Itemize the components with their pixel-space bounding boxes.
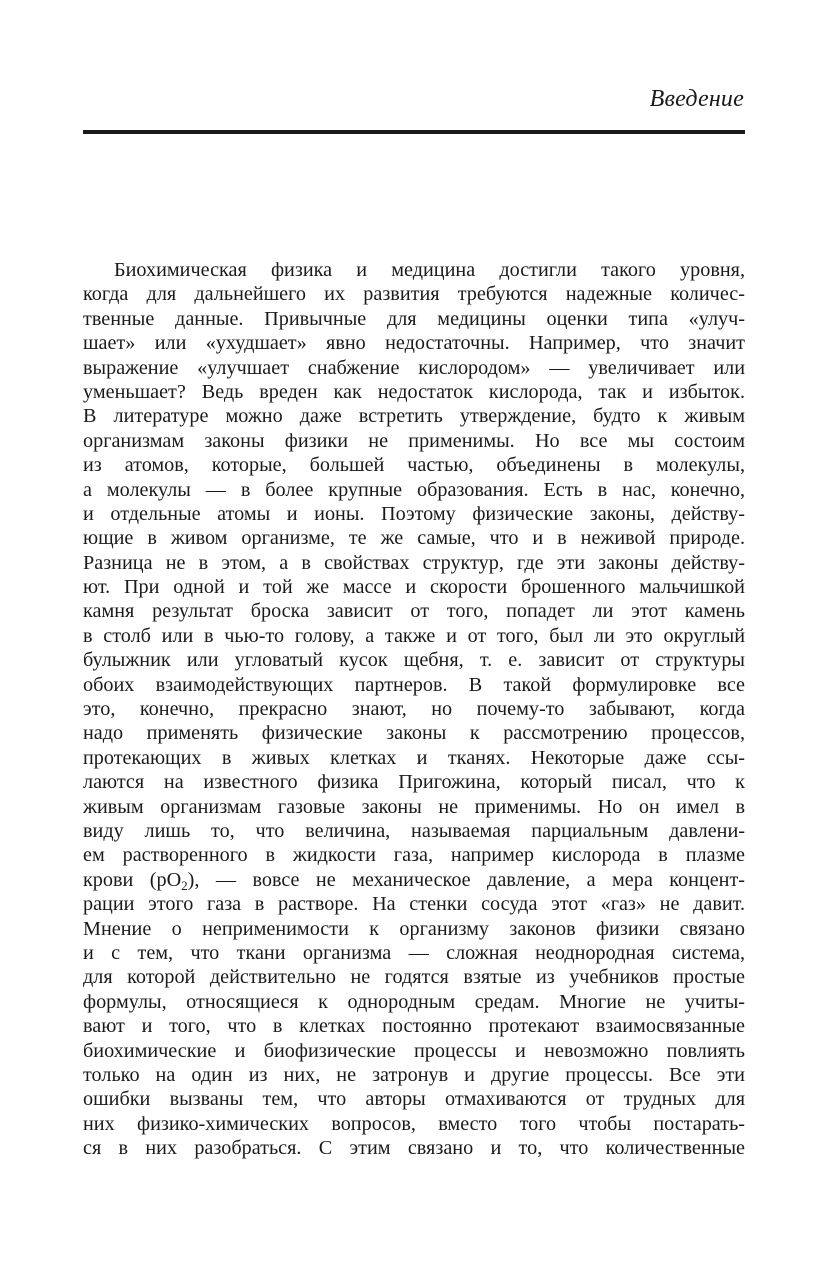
text-line: выражение «улучшает снабжение кислородом» — увеличивает или: [83, 356, 745, 379]
text-line: ющие в живом организме, те же самые, что и в неживой природе.: [83, 527, 745, 550]
running-head: Введение: [649, 86, 744, 112]
text-line: для которой действительно не годятся взятые из учебников простые: [83, 966, 745, 989]
subscript-2: 2: [181, 877, 188, 893]
text-line: лаются на известного физика Пригожина, который писал, что к: [83, 771, 745, 794]
text-line: и отдельные атомы и ионы. Поэтому физические законы, действу-: [83, 502, 745, 525]
text-line: из атомов, которые, большей частью, объединены в молекулы,: [83, 454, 745, 477]
text-line: живым организмам газовые законы не применимы. Но он имел в: [83, 795, 745, 818]
text-line: это, конечно, прекрасно знают, но почему-то забывают, когда: [83, 698, 745, 721]
body-text: [83, 258, 745, 1160]
text-line-formula: [83, 868, 745, 892]
text-line: твенные данные. Привычные для медицины оценки типа «улуч-: [83, 307, 745, 330]
text-line: и с тем, что ткани организма — сложная неоднородная система,: [83, 941, 745, 964]
text-line: когда для дальнейшего их развития требуются надежные количес-: [83, 283, 745, 306]
text-line: обоих взаимодействующих партнеров. В такой формулировке все: [83, 673, 745, 696]
text-line: протекающих в живых клетках и тканях. Некоторые даже ссы-: [83, 746, 745, 769]
text-line: а молекулы — в более крупные образования. Есть в нас, конечно,: [83, 478, 745, 501]
text-line: организмам законы физики не применимы. Но все мы состоим: [83, 429, 745, 452]
text-line: Биохимическая физика и медицина достигли такого уровня,: [114, 259, 745, 281]
text-line: виду лишь то, что величина, называемая парциальным давлени-: [83, 819, 745, 842]
text-line: них физико-химических вопросов, вместо того чтобы постарать-: [83, 1112, 745, 1135]
header-rule: [83, 130, 745, 134]
text-line: шает» или «ухудшает» явно недостаточны. Например, что значит: [83, 332, 745, 355]
text-line: рации этого газа в растворе. На стенки сосуда этот «газ» не давит.: [83, 893, 745, 916]
text-line: Мнение о неприменимости к организму законов физики связано: [83, 917, 745, 940]
formula-text-start: крови (pO: [83, 868, 182, 891]
text-line: камня результат броска зависит от того, попадет ли этот камень: [83, 600, 745, 623]
text-line: ся в них разобраться. С этим связано и то, что количественные: [83, 1137, 745, 1160]
text-line: ют. При одной и той же массе и скорости брошенного мальчишкой: [83, 576, 745, 599]
text-line: в столб или в чью-то голову, а также и от того, был ли это округлый: [83, 624, 745, 647]
formula-text-end: ), — вовсе не механическое давление, а мера концент-: [187, 868, 745, 891]
text-line: только на один из них, не затронув и другие процессы. Все эти: [83, 1063, 745, 1086]
text-line: формулы, относящиеся к однородным средам. Многие не учиты-: [83, 990, 745, 1013]
text-line: биохимические и биофизические процессы и невозможно повлиять: [83, 1039, 745, 1062]
text-line: булыжник или угловатый кусок щебня, т. е. зависит от структуры: [83, 649, 745, 672]
text-line: уменьшает? Ведь вреден как недостаток кислорода, так и избыток.: [83, 380, 745, 403]
text-line: вают и того, что в клетках постоянно протекают взаимосвязанные: [83, 1015, 745, 1038]
text-line: В литературе можно даже встретить утверждение, будто к живым: [83, 405, 745, 428]
text-line: ошибки вызваны тем, что авторы отмахиваются от трудных для: [83, 1088, 745, 1111]
text-line: Разница не в этом, а в свойствах структур, где эти законы действу-: [83, 551, 745, 574]
text-line: ем растворенного в жидкости газа, например кислорода в плазме: [83, 844, 745, 867]
text-line: надо применять физические законы к рассмотрению процессов,: [83, 722, 745, 745]
